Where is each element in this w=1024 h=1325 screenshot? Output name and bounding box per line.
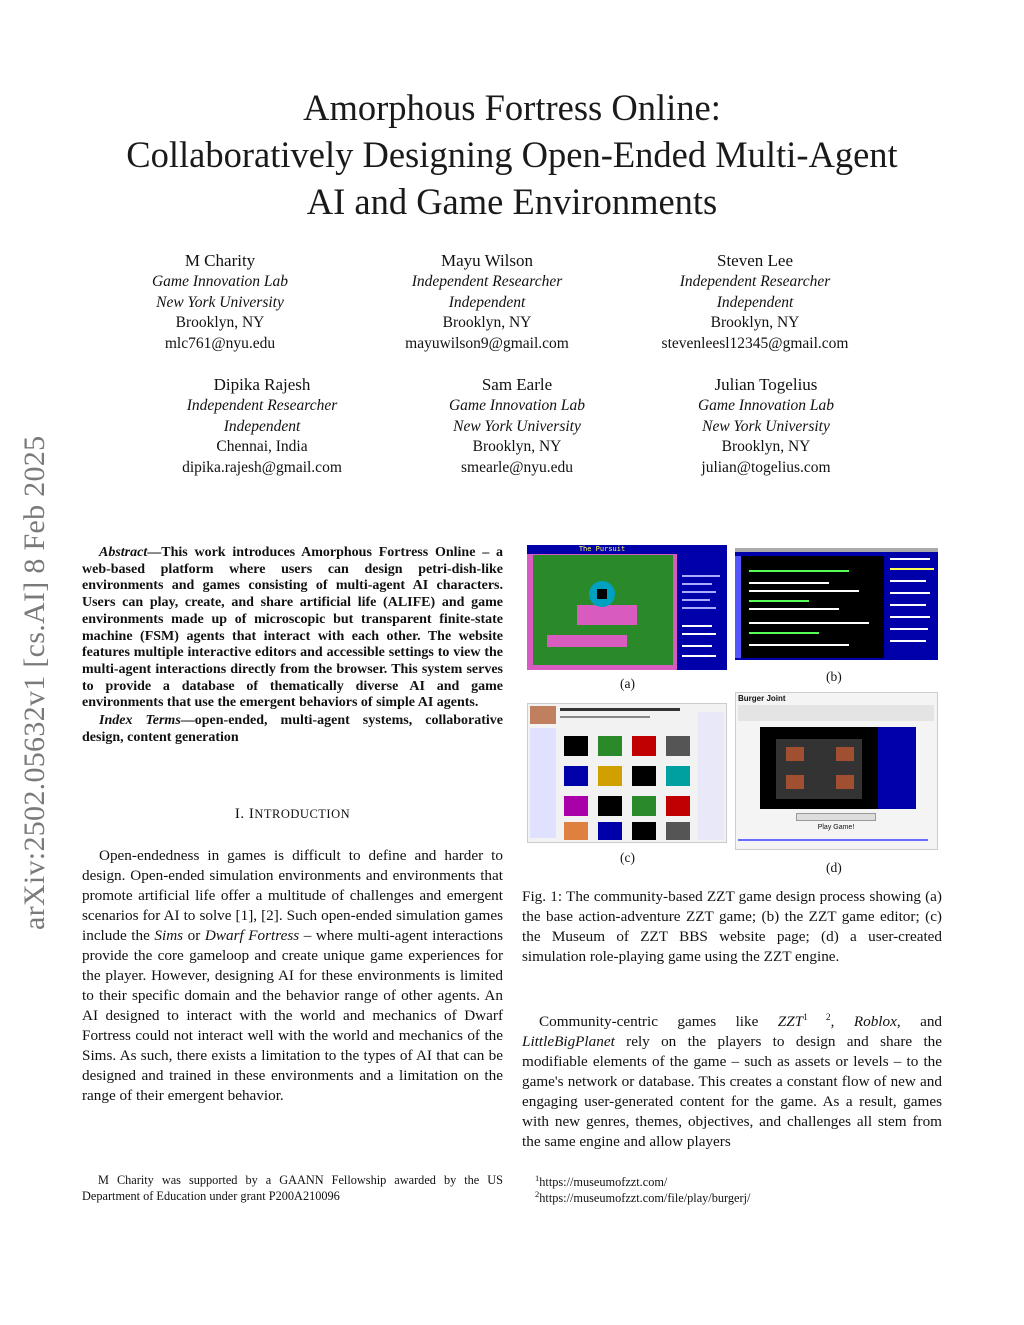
intro-dwarf-fortress: Dwarf Fortress	[204, 927, 300, 944]
author-block	[132, 374, 392, 479]
author-location: Brooklyn, NY	[472, 438, 562, 456]
index-terms-label: Index Terms	[99, 713, 181, 729]
author-institution: Independent	[716, 293, 794, 311]
author-location: Chennai, India	[216, 438, 308, 456]
author-institution: Independent	[223, 417, 301, 435]
community-and: , and	[896, 1013, 943, 1031]
abstract-text: —This work introduces Amorphous Fortress Online – a web-based platform where users can design petri-dish-like environments and games consisting of multi-agent AI characters. Users can play, create, and share artificial life (ALIFE) and game environments made up of microscopic but transparent finite-state machine (FSM) agents that interact with each other. The website features multiple interactive editors and accessible settings to view the multi-agent interactions directly from the browser. This system serves to provide a database of thematically diverse AI and game environments that use the emergent behaviors of simple AI agents.	[82, 545, 503, 711]
author-email: stevenleesl12345@gmail.com	[661, 335, 849, 353]
community-zzt: ZZT	[777, 1013, 804, 1031]
author-institution: Independent	[448, 293, 526, 311]
author-affiliation: Independent Researcher	[411, 273, 563, 290]
footnote-number: 1	[535, 1173, 540, 1183]
author-location: Brooklyn, NY	[721, 438, 811, 456]
author-affiliation: Independent Researcher	[679, 273, 831, 290]
figure-d-play-button: Play Game!	[817, 824, 855, 831]
author-institution: New York University	[702, 417, 830, 435]
section-numeral: I. I	[234, 806, 255, 822]
title-line-3: AI and Game Environments	[306, 181, 718, 222]
author-affiliation: Independent Researcher	[186, 397, 338, 414]
title-line-1: Amorphous Fortress Online:	[303, 87, 721, 128]
footnote-url: https://museumofzzt.com/file/play/burgerj/	[539, 1191, 751, 1206]
author-email: julian@togelius.com	[701, 459, 831, 477]
intro-sims: Sims	[154, 927, 184, 944]
author-email: dipika.rajesh@gmail.com	[182, 459, 342, 477]
author-name: Dipika Rajesh	[213, 375, 311, 394]
author-institution: New York University	[156, 293, 284, 311]
author-block	[636, 374, 896, 479]
subfigure-c-label: (c)	[620, 850, 635, 865]
abstract-label: Abstract	[99, 545, 148, 560]
author-affiliation: Game Innovation Lab	[151, 273, 289, 290]
subfigure-d-label: (d)	[826, 860, 842, 875]
community-roblox: Roblox	[853, 1013, 897, 1031]
author-block	[357, 250, 617, 355]
intro-text: Open-endedness in games is difficult to define and harder to design. Open-ended simulation environments and environments that promote artificial life offer a multitude of challenges and emergent scenarios for AI to solve [1], [2]. Such open-ended simulation games include the	[82, 847, 503, 944]
figure-a-image	[527, 545, 727, 670]
community-paragraph	[522, 1008, 942, 1152]
author-email: smearle@nyu.edu	[461, 459, 573, 477]
subfigure-b-label: (b)	[826, 669, 842, 684]
intro-text-2: – where multi-agent interactions provide the core gameloop and create unique game experiences for the player. However, designing AI for these environments is limited to their specific domain and the behavior range of other agents. An AI designed to interact with the world and mechanics of Dwarf Fortress could not interact well with the world and mechanics of the Sims. As such, there exists a limitation to the types of AI that can be designed and trained in these environments and a limitation on the range of their emergent behavior.	[82, 927, 503, 1104]
author-name: Sam Earle	[481, 375, 553, 394]
figure-d-image	[735, 692, 938, 850]
author-name: Steven Lee	[717, 251, 793, 270]
community-text-2: rely on the players to design and share the modifiable elements of the game – such as assets or levels – to the game's network or database. This creates a constant flow of new and engaging user-generated content for the game. As a result, games with new genres, themes, objectives, and challenges all stem from the same engine and allow players	[522, 1033, 942, 1151]
author-institution: New York University	[453, 417, 581, 435]
author-location: Brooklyn, NY	[175, 314, 265, 332]
footnote-url: https://museumofzzt.com/	[539, 1175, 668, 1190]
paper-title	[60, 84, 964, 225]
author-name: Julian Togelius	[714, 375, 818, 394]
author-affiliation: Game Innovation Lab	[697, 397, 835, 414]
author-location: Brooklyn, NY	[442, 314, 532, 332]
intro-or: or	[183, 927, 205, 944]
index-terms-text: —open-ended, multi-agent systems, collaborative design, content generation	[82, 713, 503, 745]
funding-footnote: M Charity was supported by a GAANN Fellowship awarded by the US Department of Education under grant P200A210096	[82, 1173, 503, 1203]
community-lbp: LittleBigPlanet	[522, 1033, 615, 1051]
figure-caption: Fig. 1: The community-based ZZT game design process showing (a) the base action-adventure ZZT game; (b) the ZZT game editor; (c) the Museum of ZZT BBS website page; (d) a user-created simulation role-playing game using the ZZT engine.	[522, 888, 942, 965]
figure-d-game-title: Burger Joint	[738, 694, 786, 703]
section-title: NTRODUCTION	[254, 807, 351, 821]
subfigure-a-label: (a)	[620, 676, 635, 691]
footnote-2	[535, 1186, 750, 1206]
author-location: Brooklyn, NY	[710, 314, 800, 332]
footnote-number: 2	[535, 1189, 540, 1199]
figure-b-image	[735, 548, 938, 660]
community-comma: ,	[830, 1013, 854, 1031]
author-block	[387, 374, 647, 479]
arxiv-identifier: arXiv:2502.05632v1 [cs.AI] 8 Feb 2025	[18, 435, 51, 930]
author-block	[625, 250, 885, 355]
section-heading	[82, 806, 503, 823]
intro-paragraph	[82, 846, 503, 1106]
author-name: M Charity	[184, 251, 256, 270]
figure-c-image	[527, 703, 727, 843]
abstract	[82, 545, 503, 746]
author-email: mlc761@nyu.edu	[164, 335, 276, 353]
figure-a-game-title: The Pursuit	[527, 545, 677, 554]
author-block	[90, 250, 350, 355]
author-affiliation: Game Innovation Lab	[448, 397, 586, 414]
author-name: Mayu Wilson	[440, 251, 534, 270]
community-text: Community-centric games like	[539, 1013, 778, 1031]
title-line-2: Collaboratively Designing Open-Ended Multi-Agent	[126, 134, 898, 175]
footnote-markers: 1 2	[803, 1013, 831, 1023]
author-email: mayuwilson9@gmail.com	[405, 335, 569, 353]
